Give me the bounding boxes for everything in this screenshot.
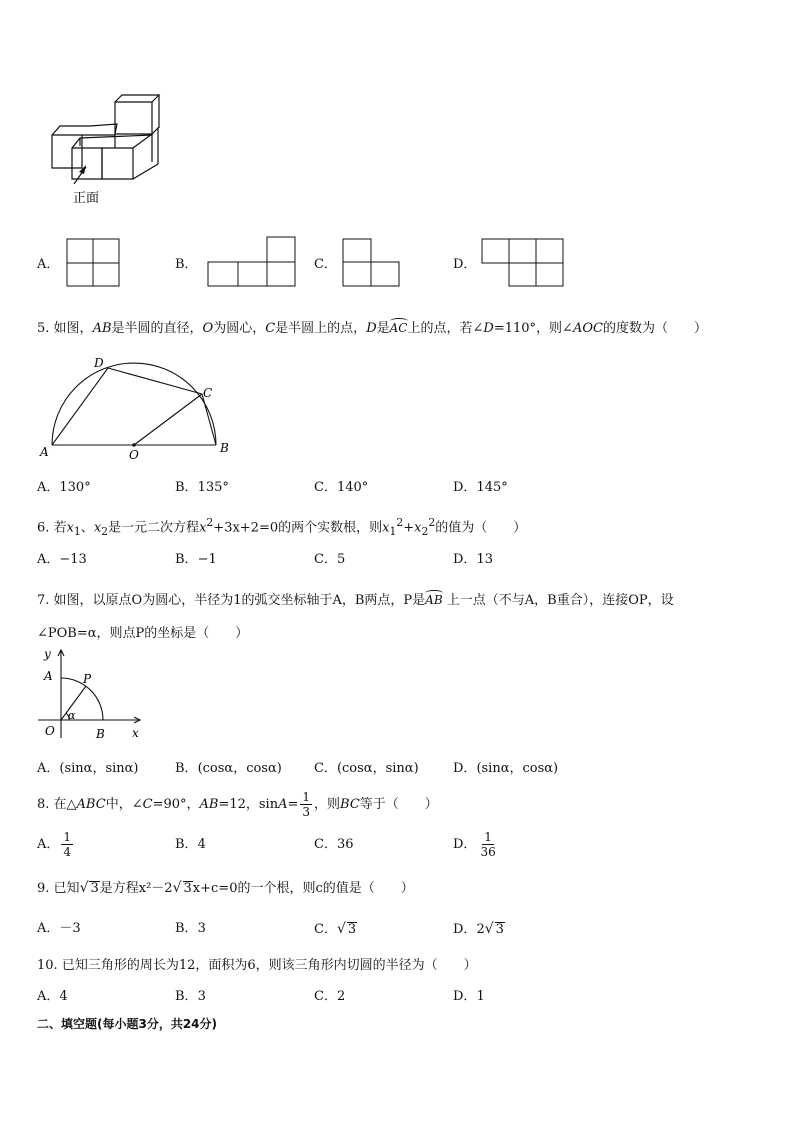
q9-option-c[interactable]: C．√ 3 [314,921,357,937]
svg-text:α: α [68,709,76,722]
front-label: 正面 [73,191,100,206]
question-8: 8. 在△ABC中，∠C=90°，AB=12，sinA= $\frac{1}{3}$ ，则BC等于（ ） [37,790,438,819]
q4-option-a-figure [66,238,120,288]
q10-option-b[interactable]: B．3 [175,989,206,1004]
question-10: 10. 已知三角形的周长为12，面积为6，则该三角形内切圆的半径为（ ） [37,958,477,973]
arc-ab: AB [425,590,442,608]
arc-ac: AC [390,318,408,336]
q5-option-d[interactable]: D．145° [453,480,508,495]
q8-option-d[interactable]: D． $\frac{1}{36}$ [453,830,496,859]
question-7-line-1: 7. 如图，以原点O为圆心，半径为1的弧交坐标轴于A，B两点，P是AB 上一点（不与A，B重合），连接OP，设 [37,590,674,609]
q5-option-c[interactable]: C．140° [314,480,369,495]
q4-option-d-key[interactable]: D． [453,257,477,272]
question-7-line-2: ∠POB=α，则点P的坐标是（ ） [37,626,249,641]
svg-text:D: D [94,356,104,370]
q7-option-a[interactable]: A．(sinα，sinα) [37,761,139,776]
q10-option-d[interactable]: D．1 [453,989,485,1004]
q4-option-c-key[interactable]: C． [314,257,337,272]
q8-option-a[interactable]: A． $\frac{1}{4}$ [37,830,72,859]
svg-text:B: B [96,727,105,741]
q4-option-d-figure [481,238,565,288]
q10-option-a[interactable]: A．4 [37,989,68,1004]
q9-option-d[interactable]: D．2√ 3 [453,921,504,937]
q10-option-c[interactable]: C．2 [314,989,346,1004]
svg-text:O: O [45,724,55,738]
q4-option-b-figure [207,236,297,288]
svg-text:B: B [220,441,229,455]
q6-option-d[interactable]: D．13 [453,552,493,567]
semicircle-figure [38,352,238,462]
svg-text:P: P [83,672,92,686]
svg-text:C: C [203,386,213,400]
q9-option-a[interactable]: A．－3 [37,921,81,936]
q4-option-b-key[interactable]: B． [175,257,198,272]
q4-option-c-figure [342,238,402,288]
svg-text:y: y [44,648,51,661]
svg-text:O: O [129,448,139,462]
question-5: 5. 如图，AB是半圆的直径，O为圆心，C是半圆上的点，D是AC上的点，若∠D=110°，则∠AOC的度数为（ ） [37,318,707,337]
question-6: 6. 若$x_1$、$x_2$是一元二次方程$x^2+3x+2=0$的两个实数根，则$x_1^2+x_2^2$的值为（ ） [37,516,527,538]
q7-option-b[interactable]: B．(cosα，cosα) [175,761,282,776]
q6-option-b[interactable]: B．−1 [175,552,217,567]
svg-text:A: A [44,669,53,683]
fraction-one-third: $\frac{1}{3}$ [302,790,311,819]
q7-option-c[interactable]: C．(cosα，sinα) [314,761,419,776]
q8-option-c[interactable]: C．36 [314,837,354,852]
q5-option-a[interactable]: A．130° [37,480,91,495]
section-2-heading: 二、填空题(每小题3分，共24分) [37,1017,218,1031]
cube-stack-figure [40,88,170,213]
q6-option-c[interactable]: C．5 [314,552,346,567]
q5-option-b[interactable]: B．135° [175,480,229,495]
svg-text:x: x [132,726,139,740]
question-9: 9. 已知√ 3是方程x²－2√ 3x+c=0的一个根，则c的值是（ ） [37,880,414,896]
q9-option-b[interactable]: B．3 [175,921,206,936]
q7-option-d[interactable]: D．(sinα，cosα) [453,761,559,776]
quarter-circle-axes-figure [36,648,146,744]
q4-option-a-key[interactable]: A． [37,257,60,272]
q8-option-b[interactable]: B．4 [175,837,206,852]
q6-option-a[interactable]: A．−13 [37,552,87,567]
svg-text:A: A [40,445,49,459]
